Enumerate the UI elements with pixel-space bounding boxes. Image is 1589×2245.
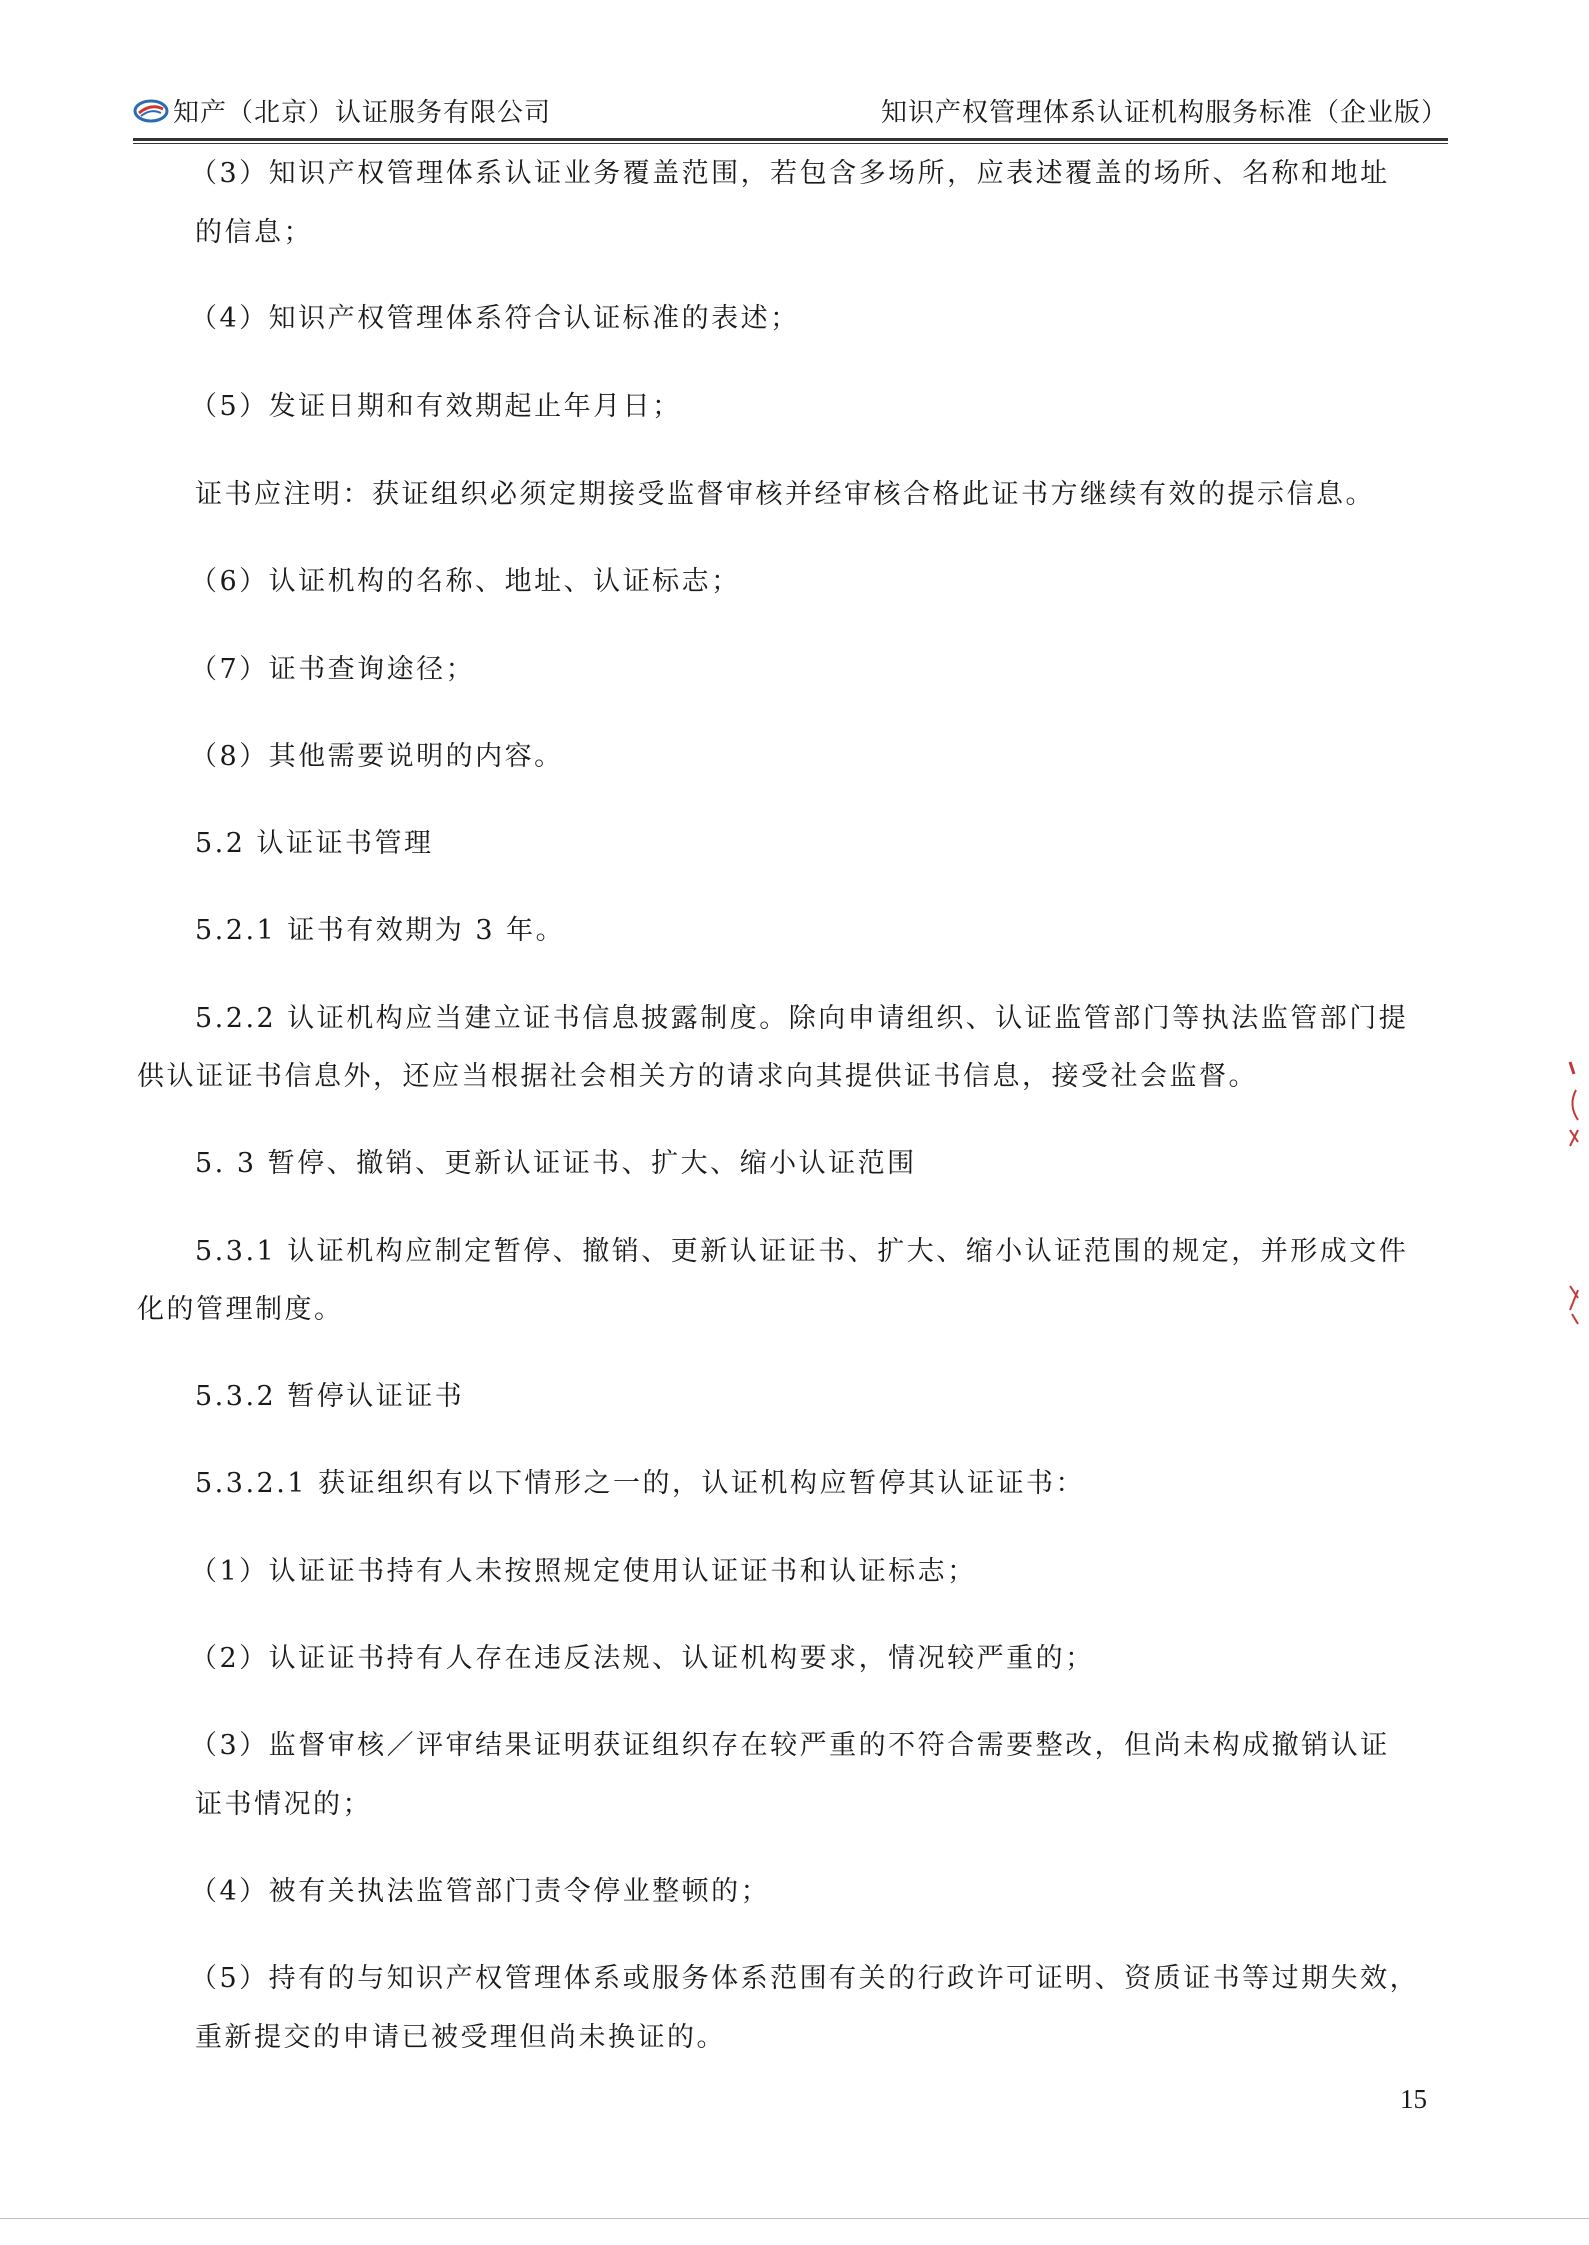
paragraph: （4）知识产权管理体系符合认证标准的表述； (190, 303, 800, 334)
paragraph: （1）认证证书持有人未按照规定使用认证证书和认证标志； (190, 1556, 977, 1587)
header-rule-thick (133, 138, 1448, 141)
paragraph: （4）被有关执法监管部门责令停业整顿的； (190, 1876, 771, 1907)
paragraph: 5.3.1 认证机构应制定暂停、撤销、更新认证证书、扩大、缩小认证范围的规定，并形成文件 (195, 1236, 1409, 1267)
paragraph: （5）持有的与知识产权管理体系或服务体系范围有关的行政许可证明、资质证书等过期失效， (190, 1963, 1420, 1994)
scan-bottom-edge (0, 2218, 1589, 2219)
paragraph: （7）证书查询途径； (190, 654, 476, 685)
paragraph: 5.2.1 证书有效期为 3 年。 (195, 915, 566, 946)
seal-stamp-fragment-icon (1566, 1280, 1582, 1330)
seal-stamp-fragment-icon (1566, 1060, 1582, 1160)
paragraph: 5.3.2.1 获证组织有以下情形之一的，认证机构应暂停其认证证书： (195, 1468, 1086, 1499)
company-name: 知产（北京）认证服务有限公司 (173, 98, 552, 128)
section-heading: 5.2 认证证书管理 (195, 828, 434, 859)
section-heading: 5. 3 暂停、撤销、更新认证证书、扩大、缩小认证范围 (195, 1148, 917, 1179)
document-title: 知识产权管理体系认证机构服务标准（企业版） (880, 98, 1448, 128)
header-left (133, 92, 551, 129)
paragraph: （6）认证机构的名称、地址、认证标志； (190, 566, 741, 597)
paragraph: （3）知识产权管理体系认证业务覆盖范围，若包含多场所，应表述覆盖的场所、名称和地址 (190, 158, 1390, 189)
paragraph: （5）发证日期和有效期起止年月日； (190, 391, 682, 422)
header-rule-thin (133, 143, 1448, 144)
paragraph: （8）其他需要说明的内容。 (190, 741, 564, 772)
company-logo-icon (133, 99, 169, 123)
paragraph: 的信息； (195, 217, 313, 248)
paragraph: 化的管理制度。 (137, 1294, 344, 1325)
paragraph: （2）认证证书持有人存在违反法规、认证机构要求，情况较严重的； (190, 1643, 1095, 1674)
page-header (133, 92, 1448, 138)
paragraph: 供认证证书信息外，还应当根据社会相关方的请求向其提供证书信息，接受社会监督。 (137, 1061, 1258, 1092)
paragraph: 5.2.2 认证机构应当建立证书信息披露制度。除向申请组织、认证监管部门等执法监管部门提 (195, 1003, 1409, 1034)
paragraph: 重新提交的申请已被受理但尚未换证的。 (195, 2022, 726, 2053)
page-number: 15 (1400, 2084, 1427, 2114)
paragraph: （3）监督审核／评审结果证明获证组织存在较严重的不符合需要整改，但尚未构成撤销认证 (190, 1730, 1390, 1761)
paragraph: 证书情况的； (195, 1789, 372, 1820)
section-heading: 5.3.2 暂停认证证书 (195, 1381, 465, 1412)
paragraph: 证书应注明：获证组织必须定期接受监督审核并经审核合格此证书方继续有效的提示信息。 (195, 479, 1375, 510)
